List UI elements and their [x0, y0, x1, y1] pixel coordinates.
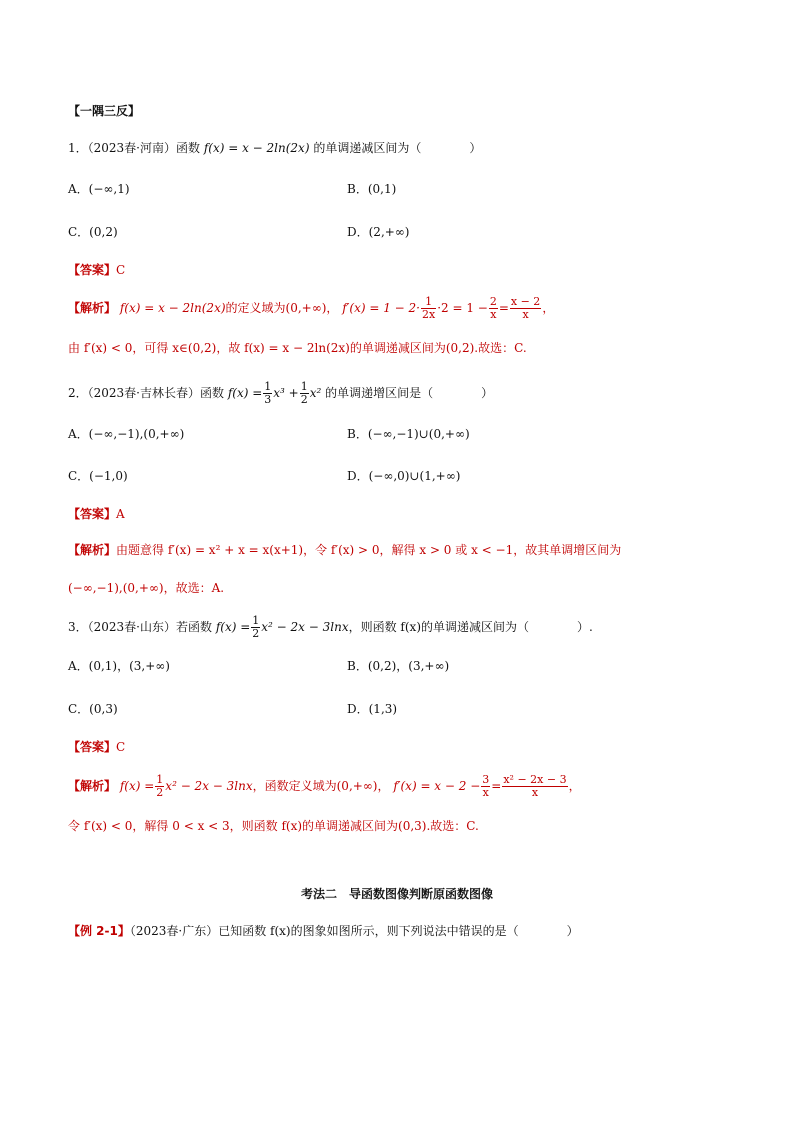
q3-option-b: B．(0,2)，(3,+∞) [347, 659, 450, 673]
q3-frac-1 [251, 615, 260, 640]
q2-option-c: C．(−1,0) [68, 469, 128, 483]
q3-stem-prefix: 3．（2023春·山东）若函数 [68, 620, 212, 634]
q3-an1-d: f′(x) = x − 2 − [393, 779, 481, 793]
q3-answer-value: C [116, 740, 126, 754]
q3-an1-c: ，函数定义域为(0,+∞)， [252, 779, 390, 793]
q3-frac-c-den: x [531, 786, 539, 799]
q2-frac-1 [263, 381, 272, 406]
q1-frac-3 [510, 296, 541, 321]
q1-frac-1-num: 1 [421, 296, 436, 309]
q1-answer-label: 【答案】 [68, 263, 117, 277]
q1-an1-b: 的定义域为(0,+∞)， [225, 301, 339, 315]
q1-option-d: D．(2,+∞) [347, 225, 410, 239]
q3-frac-1-den: 2 [252, 627, 260, 640]
q1-frac-3-den: x [522, 308, 529, 321]
q2-frac-1-den: 3 [264, 393, 272, 406]
q2-analysis-line-1 [68, 541, 621, 559]
q3-an1-a: f(x) = [119, 779, 155, 793]
q1-an1-d: ·2 = 1 − [437, 301, 488, 315]
example-2-1 [68, 922, 579, 940]
q3-frac-b-num: 3 [482, 773, 490, 786]
q1-frac-1 [421, 296, 436, 321]
q1-an1-g: ， [542, 301, 555, 315]
question-2-stem [68, 381, 493, 406]
q1-frac-2 [489, 296, 498, 321]
q2-stem-suffix: 的单调递增区间是（ ） [325, 386, 494, 400]
q3-frac-b-den: x [482, 786, 489, 799]
q3-answer-label: 【答案】 [68, 740, 117, 754]
q1-analysis-line-2: 由 f′(x) < 0，可得 x∈(0,2)，故 f(x) = x − 2ln(2x)的单调递减区间为(0,2).故选：C. [68, 341, 527, 355]
q1-option-a: A．(−∞,1) [68, 182, 130, 196]
q3-option-c: C．(0,3) [68, 702, 118, 716]
q1-an1-a: f(x) = x − 2ln(2x) [119, 301, 226, 315]
q1-answer [68, 261, 125, 279]
q1-answer-value: C [116, 263, 126, 277]
q2-answer-label: 【答案】 [68, 507, 117, 521]
q1-analysis-label: 【解析】 [68, 301, 117, 315]
q3-an1-g: ， [568, 779, 581, 793]
q2-func-c: x² [309, 386, 322, 400]
example-label: 【例 2-1】 [68, 924, 130, 938]
q1-analysis-line-1 [68, 296, 554, 321]
q1-stem-suffix: 的单调递减区间为（ ） [313, 141, 482, 155]
q3-frac-c-num: x² − 2x − 3 [503, 773, 567, 786]
q2-frac-2 [300, 381, 309, 406]
q2-analysis-line-2: (−∞,−1),(0,+∞)，故选：A. [68, 581, 225, 595]
q3-frac-1-num: 1 [252, 614, 260, 627]
q1-option-c: C．(0,2) [68, 225, 118, 239]
q1-an1-c: f′(x) = 1 − 2· [342, 301, 420, 315]
q1-frac-2-num: 2 [489, 295, 497, 308]
section-2-title: 考法二 导函数图像判断原函数图像 [300, 887, 493, 901]
q3-func-b: x² − 2x − 3lnx [261, 620, 349, 634]
q3-frac-c [502, 774, 567, 799]
q3-option-a: A．(0,1)，(3,+∞) [68, 659, 170, 673]
q2-func-b: x³ + [273, 386, 299, 400]
q2-option-d: D．(−∞,0)∪(1,+∞) [347, 469, 461, 483]
q3-analysis-label: 【解析】 [68, 779, 117, 793]
q1-function: f(x) = x − 2ln(2x) [203, 141, 310, 155]
q3-frac-b [481, 774, 490, 799]
q3-frac-a-num: 1 [156, 773, 164, 786]
q1-frac-2-den: x [490, 308, 497, 321]
q3-func-a: f(x) = [215, 620, 251, 634]
q2-option-a: A．(−∞,−1),(0,+∞) [68, 427, 185, 441]
q3-an1-e: = [491, 779, 502, 793]
section-label: 【一隅三反】 [68, 104, 141, 118]
q3-option-d: D．(1,3) [347, 702, 398, 716]
question-1-stem [68, 139, 481, 157]
q2-frac-2-num: 1 [300, 380, 308, 393]
q3-analysis-line-1 [68, 774, 581, 799]
q2-frac-1-num: 1 [264, 380, 272, 393]
q1-stem-prefix: 1．（2023春·河南）函数 [68, 141, 200, 155]
q2-answer-value: A [116, 507, 125, 521]
q3-stem-suffix: ，则函数 f(x)的单调递减区间为（ ）. [348, 620, 593, 634]
q1-option-b: B．(0,1) [347, 182, 397, 196]
q3-frac-a-den: 2 [156, 786, 164, 799]
q1-an1-e: = [498, 301, 509, 315]
q3-an1-b: x² − 2x − 3lnx [165, 779, 253, 793]
q3-frac-a [155, 774, 164, 799]
q2-answer [68, 505, 125, 523]
q2-stem-prefix: 2．（2023春·吉林长春）函数 [68, 386, 224, 400]
q1-frac-3-num: x − 2 [510, 295, 541, 308]
q2-analysis-label: 【解析】 [68, 543, 117, 557]
q3-answer [68, 738, 125, 756]
q2-func-a: f(x) = [227, 386, 263, 400]
q2-frac-2-den: 2 [300, 393, 308, 406]
question-3-stem [68, 615, 593, 640]
q1-frac-1-den: 2x [421, 308, 436, 321]
q2-analysis-text: 由题意得 f′(x) = x² + x = x(x+1)，令 f′(x) > 0，解得 x > 0 或 x < −1，故其单调增区间为 [116, 543, 622, 557]
example-text: （2023春·广东）已知函数 f(x)的图象如图所示，则下列说法中错误的是（ ） [129, 924, 579, 938]
q3-analysis-line-2: 令 f′(x) < 0，解得 0 < x < 3，则函数 f(x)的单调递减区间为(0,3).故选：C. [68, 819, 479, 833]
q2-option-b: B．(−∞,−1)∪(0,+∞) [347, 427, 470, 441]
